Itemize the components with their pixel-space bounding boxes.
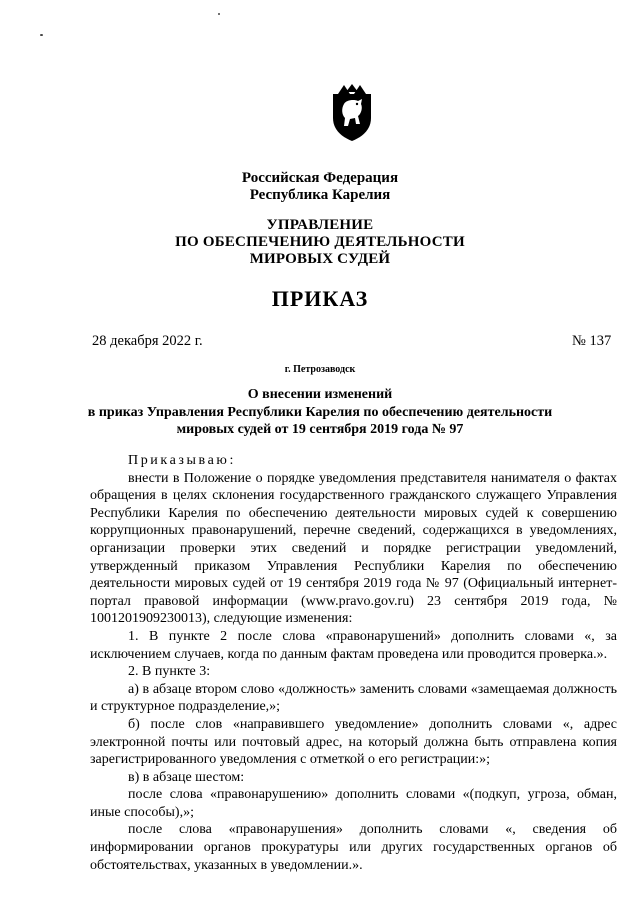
paragraph-item-2v-2: после слова «правонарушения» дополнить словами «, сведения об информировании органов прокуратуры или других государственных органов об обстоятельствах, указанных в уведомлении.».: [90, 822, 617, 873]
header-block: [0, 170, 640, 204]
scan-speck: [40, 34, 43, 36]
order-body: [90, 452, 617, 874]
karelia-emblem-icon: [330, 84, 374, 142]
org-line-3: МИРОВЫХ СУДЕЙ: [249, 251, 391, 267]
paragraph-item-1: 1. В пункте 2 после слова «правонарушений» дополнить словами «, за исключением случаев, когда по данным фактам проведена или проводится проверка.».: [90, 628, 617, 662]
scan-speck: [218, 13, 220, 15]
paragraph-item-2v-1: после слова «правонарушению» дополнить словами «(подкуп, угроза, обман, иные способы),»;: [90, 787, 617, 820]
order-date: 28 декабря 2022 г.: [92, 333, 203, 349]
paragraph-item-2b: б) после слов «направившего уведомление» дополнить словами «, адрес электронной почты или почтовый адрес, на который должна быть отправлена копия зарегистрированного уведомления с отметкой о его регистрации:»;: [90, 716, 617, 768]
country-name: Российская Федерация: [241, 170, 399, 186]
order-number: № 137: [572, 333, 612, 349]
order-word: Приказываю:: [128, 453, 236, 468]
org-line-2: ПО ОБЕСПЕЧЕНИЮ ДЕЯТЕЛЬНОСТИ: [175, 234, 465, 250]
paragraph-item-2a: а) в абзаце втором слово «должность» заменить словами «замещаемая должность и структурное подразделение,»;: [90, 681, 617, 715]
republic-name: Республика Карелия: [249, 187, 391, 203]
document-type: ПРИКАЗ: [271, 286, 369, 311]
organization-block: [0, 217, 640, 268]
subject-block: [0, 386, 640, 439]
subject-line-3: мировых судей от 19 сентября 2019 года № 97: [176, 422, 464, 437]
city-name: г. Петрозаводск: [284, 364, 356, 375]
org-line-1: УПРАВЛЕНИЕ: [266, 217, 374, 233]
paragraph-item-2: 2. В пункте 3:: [128, 664, 211, 680]
paragraph-main: внести в Положение о порядке уведомления представителя нанимателя о фактах обращения в целях склонения государственного гражданского служащего Управления Республики Карелия по обеспечению деятельности мировых судей к совершению коррупционных правонарушений, перечне сведений, содержащихся в уведомлениях, организации проверки этих сведений и порядке регистрации уведомлений, утвержденный приказом Управления Республики Карелия по обеспечению деятельности мировых судей от 19 сентября 2019 года № 97 (Официальный интернет-портал правовой информации (www.pravo.gov.ru) 23 сентября 2019 года, № 1001201909230013), следующие изменения:: [90, 470, 617, 627]
subject-line-1: О внесении изменений: [247, 387, 393, 402]
subject-line-2: в приказ Управления Республики Карелия по обеспечению деятельности: [87, 404, 553, 420]
paragraph-item-2v: в) в абзаце шестом:: [128, 769, 245, 785]
